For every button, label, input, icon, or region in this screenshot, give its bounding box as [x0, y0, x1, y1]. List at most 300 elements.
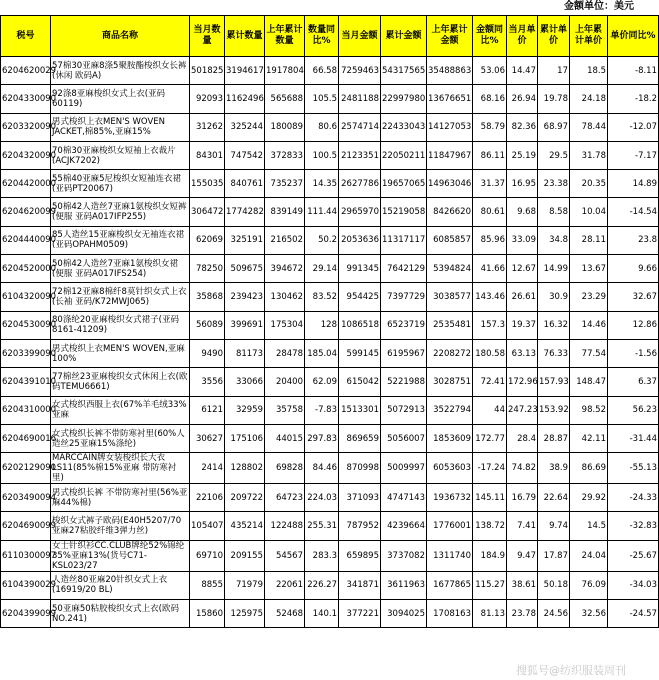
- table-row: [1, 255, 659, 283]
- cell-qty-yoy: 14.35: [305, 170, 339, 198]
- cell-qty-yoy: 111.44: [305, 198, 339, 226]
- cell-cumulative-price: 76.33: [538, 339, 570, 367]
- cell-cumulative-qty: 509675: [225, 255, 265, 283]
- cell-cumulative-price: 14.99: [538, 255, 570, 283]
- col-header-qty-yoy: 数量同比%: [305, 16, 339, 57]
- table-row: [1, 512, 659, 540]
- cell-product-name: 男式梭织长裤 不带防寒衬里(56%亚麻44%棉): [51, 484, 190, 512]
- cell-tax-code: 6104390029: [1, 571, 51, 599]
- cell-price-yoy: -8.11: [608, 57, 659, 85]
- cell-prev-year-amount: 3038577: [427, 283, 473, 311]
- table-row: [1, 311, 659, 339]
- cell-month-price: 82.36: [507, 113, 538, 141]
- col-header-cumulative-amount: 累计金额: [381, 16, 427, 57]
- cell-tax-code: 6203320090: [1, 113, 51, 141]
- cell-cumulative-qty: 435214: [225, 512, 265, 540]
- cell-prev-year-qty: 735237: [265, 170, 305, 198]
- table-row: [1, 540, 659, 571]
- col-header-month-amount: 当月金额: [339, 16, 381, 57]
- cell-product-name: 男式梭织上衣MEN'S WOVEN,亚麻100%: [51, 339, 190, 367]
- cell-month-qty: 22106: [190, 484, 225, 512]
- col-header-amount-yoy: 金额同比%: [473, 16, 507, 57]
- cell-qty-yoy: 297.83: [305, 424, 339, 452]
- cell-prev-year-price: 24.18: [570, 85, 608, 113]
- cell-amount-yoy: 85.96: [473, 226, 507, 254]
- table-row: [1, 198, 659, 226]
- cell-month-price: 28.4: [507, 424, 538, 452]
- cell-cumulative-price: 16.32: [538, 311, 570, 339]
- cell-month-price: 38.61: [507, 571, 538, 599]
- cell-month-amount: 7259463: [339, 57, 381, 85]
- cell-price-yoy: -32.83: [608, 512, 659, 540]
- cell-cumulative-amount: 5221988: [381, 368, 427, 396]
- cell-cumulative-amount: 5072913: [381, 396, 427, 424]
- cell-month-qty: 3556: [190, 368, 225, 396]
- cell-prev-year-price: 78.44: [570, 113, 608, 141]
- cell-prev-year-qty: 22061: [265, 571, 305, 599]
- cell-month-qty: 56089: [190, 311, 225, 339]
- col-header-price-yoy: 单价同比%: [608, 16, 659, 57]
- cell-qty-yoy: 283.3: [305, 540, 339, 571]
- cell-price-yoy: 56.23: [608, 396, 659, 424]
- cell-cumulative-price: 34.8: [538, 226, 570, 254]
- table-row: [1, 226, 659, 254]
- cell-prev-year-qty: 28478: [265, 339, 305, 367]
- cell-cumulative-qty: 209722: [225, 484, 265, 512]
- cell-prev-year-price: 98.52: [570, 396, 608, 424]
- table-row: [1, 85, 659, 113]
- cell-qty-yoy: 80.6: [305, 113, 339, 141]
- cell-month-price: 9.68: [507, 198, 538, 226]
- cell-qty-yoy: -7.83: [305, 396, 339, 424]
- trade-table: [0, 15, 659, 628]
- watermark: 搜狐号@纺织服装周刊: [516, 664, 626, 677]
- cell-tax-code: 6202129090: [1, 453, 51, 484]
- cell-amount-yoy: 115.27: [473, 571, 507, 599]
- table-row: [1, 571, 659, 599]
- cell-product-name: 50棉42人造丝7亚麻1氨梭织女裙(便服 亚码A017IFS254): [51, 255, 190, 283]
- cell-cumulative-qty: 3194617: [225, 57, 265, 85]
- cell-amount-yoy: 81.13: [473, 600, 507, 628]
- cell-price-yoy: -7.17: [608, 141, 659, 169]
- cell-month-qty: 105407: [190, 512, 225, 540]
- table-row: [1, 113, 659, 141]
- table-row: [1, 283, 659, 311]
- cell-amount-yoy: 58.79: [473, 113, 507, 141]
- cell-prev-year-amount: 5394824: [427, 255, 473, 283]
- cell-product-name: 男式梭织上衣MEN'S WOVEN JACKET,棉85%,亚麻15%: [51, 113, 190, 141]
- cell-cumulative-qty: 32959: [225, 396, 265, 424]
- cell-qty-yoy: 83.52: [305, 283, 339, 311]
- cell-prev-year-price: 42.11: [570, 424, 608, 452]
- cell-price-yoy: 12.86: [608, 311, 659, 339]
- cell-month-qty: 155035: [190, 170, 225, 198]
- cell-qty-yoy: 255.31: [305, 512, 339, 540]
- cell-cumulative-price: 22.64: [538, 484, 570, 512]
- cell-month-qty: 501825: [190, 57, 225, 85]
- cell-prev-year-amount: 1936732: [427, 484, 473, 512]
- cell-tax-code: 6204520000: [1, 255, 51, 283]
- cell-prev-year-amount: 1776001: [427, 512, 473, 540]
- cell-cumulative-amount: 6195967: [381, 339, 427, 367]
- table-row: [1, 484, 659, 512]
- table-row: [1, 339, 659, 367]
- cell-cumulative-price: 153.92: [538, 396, 570, 424]
- cell-prev-year-qty: 372833: [265, 141, 305, 169]
- cell-month-price: 33.09: [507, 226, 538, 254]
- table-row: [1, 57, 659, 85]
- cell-cumulative-amount: 4239664: [381, 512, 427, 540]
- cell-qty-yoy: 62.09: [305, 368, 339, 396]
- cell-prev-year-qty: 839149: [265, 198, 305, 226]
- cell-cumulative-amount: 15219058: [381, 198, 427, 226]
- cell-qty-yoy: 100.5: [305, 141, 339, 169]
- cell-month-price: 7.41: [507, 512, 538, 540]
- cell-month-amount: 615042: [339, 368, 381, 396]
- cell-cumulative-amount: 5056007: [381, 424, 427, 452]
- cell-month-qty: 30627: [190, 424, 225, 452]
- cell-prev-year-price: 31.78: [570, 141, 608, 169]
- cell-amount-yoy: 80.61: [473, 198, 507, 226]
- cell-month-price: 74.82: [507, 453, 538, 484]
- cell-prev-year-qty: 565688: [265, 85, 305, 113]
- cell-cumulative-price: 38.9: [538, 453, 570, 484]
- cell-month-price: 9.47: [507, 540, 538, 571]
- cell-prev-year-price: 77.54: [570, 339, 608, 367]
- cell-price-yoy: -34.03: [608, 571, 659, 599]
- cell-prev-year-qty: 175304: [265, 311, 305, 339]
- cell-prev-year-qty: 394672: [265, 255, 305, 283]
- cell-prev-year-price: 86.69: [570, 453, 608, 484]
- cell-cumulative-price: 29.5: [538, 141, 570, 169]
- cell-qty-yoy: 140.1: [305, 600, 339, 628]
- cell-cumulative-amount: 22050211: [381, 141, 427, 169]
- cell-month-qty: 62069: [190, 226, 225, 254]
- col-header-tax-code: 税号: [1, 16, 51, 57]
- cell-cumulative-qty: 325244: [225, 113, 265, 141]
- cell-product-name: 70棉30亚麻梭织女短袖上衣裁片(ACJK7202): [51, 141, 190, 169]
- cell-prev-year-amount: 3028751: [427, 368, 473, 396]
- cell-prev-year-amount: 8426620: [427, 198, 473, 226]
- cell-month-qty: 84301: [190, 141, 225, 169]
- cell-month-amount: 1086518: [339, 311, 381, 339]
- cell-month-amount: 991345: [339, 255, 381, 283]
- cell-month-price: 26.94: [507, 85, 538, 113]
- cell-month-amount: 2965970: [339, 198, 381, 226]
- cell-prev-year-qty: 35758: [265, 396, 305, 424]
- cell-cumulative-price: 30.9: [538, 283, 570, 311]
- cell-cumulative-amount: 19657065: [381, 170, 427, 198]
- cell-prev-year-amount: 1677865: [427, 571, 473, 599]
- cell-cumulative-qty: 1162496: [225, 85, 265, 113]
- cell-prev-year-qty: 1917804: [265, 57, 305, 85]
- cell-prev-year-amount: 1708163: [427, 600, 473, 628]
- cell-prev-year-qty: 54567: [265, 540, 305, 571]
- cell-cumulative-qty: 840761: [225, 170, 265, 198]
- cell-cumulative-amount: 5009997: [381, 453, 427, 484]
- cell-product-name: 85人造丝15亚麻梭织女无袖连衣裙(亚码OPAHM0509): [51, 226, 190, 254]
- col-header-month-qty: 当月数量: [190, 16, 225, 57]
- cell-month-price: 16.95: [507, 170, 538, 198]
- cell-price-yoy: -31.44: [608, 424, 659, 452]
- table-row: [1, 368, 659, 396]
- col-header-cumulative-price: 累计单价: [538, 16, 570, 57]
- cell-prev-year-price: 24.04: [570, 540, 608, 571]
- cell-cumulative-qty: 399691: [225, 311, 265, 339]
- col-header-prev-year-amount: 上年累计金额: [427, 16, 473, 57]
- cell-cumulative-amount: 3611963: [381, 571, 427, 599]
- cell-prev-year-qty: 122488: [265, 512, 305, 540]
- cell-price-yoy: 9.66: [608, 255, 659, 283]
- cell-amount-yoy: 180.58: [473, 339, 507, 367]
- cell-amount-yoy: 86.11: [473, 141, 507, 169]
- cell-product-name: 92涤8亚麻梭织女式上衣(亚码 60119): [51, 85, 190, 113]
- cell-qty-yoy: 185.04: [305, 339, 339, 367]
- header-row: [1, 16, 659, 57]
- cell-prev-year-price: 32.56: [570, 600, 608, 628]
- cell-cumulative-price: 8.58: [538, 198, 570, 226]
- cell-amount-yoy: 145.11: [473, 484, 507, 512]
- cell-month-price: 63.13: [507, 339, 538, 367]
- cell-prev-year-amount: 3522794: [427, 396, 473, 424]
- cell-tax-code: 6204330090: [1, 85, 51, 113]
- cell-month-qty: 15860: [190, 600, 225, 628]
- cell-cumulative-qty: 33066: [225, 368, 265, 396]
- cell-prev-year-amount: 1311740: [427, 540, 473, 571]
- cell-cumulative-amount: 54317565: [381, 57, 427, 85]
- cell-month-qty: 8855: [190, 571, 225, 599]
- cell-qty-yoy: 66.58: [305, 57, 339, 85]
- cell-prev-year-amount: 2208272: [427, 339, 473, 367]
- cell-product-name: 50亚麻50粘胶梭织女式上衣(欧码NO.241): [51, 600, 190, 628]
- cell-prev-year-amount: 2535481: [427, 311, 473, 339]
- cell-price-yoy: -18.2: [608, 85, 659, 113]
- cell-month-qty: 35868: [190, 283, 225, 311]
- cell-amount-yoy: 31.37: [473, 170, 507, 198]
- cell-month-amount: 2574714: [339, 113, 381, 141]
- col-header-prev-year-qty: 上年累计数量: [265, 16, 305, 57]
- cell-price-yoy: 6.37: [608, 368, 659, 396]
- cell-prev-year-qty: 44015: [265, 424, 305, 452]
- cell-month-amount: 2627786: [339, 170, 381, 198]
- cell-product-name: 女士针织衫CC.CLUB牌纶52%锦纶35%亚麻13%(货号C71-KSL023/27: [51, 540, 190, 571]
- cell-amount-yoy: 72.41: [473, 368, 507, 396]
- cell-month-price: 19.37: [507, 311, 538, 339]
- cell-cumulative-price: 24.56: [538, 600, 570, 628]
- cell-month-amount: 954425: [339, 283, 381, 311]
- cell-cumulative-qty: 81173: [225, 339, 265, 367]
- cell-product-name: 57棉30亚麻8涤5聚胺酯梭织女长裤(休闲 欧码A): [51, 57, 190, 85]
- cell-amount-yoy: 184.9: [473, 540, 507, 571]
- cell-price-yoy: -55.13: [608, 453, 659, 484]
- cell-product-name: 80涤纶20亚麻梭织女式裙子(亚码 8161-41209): [51, 311, 190, 339]
- cell-prev-year-qty: 69828: [265, 453, 305, 484]
- cell-month-price: 23.78: [507, 600, 538, 628]
- cell-cumulative-price: 157.93: [538, 368, 570, 396]
- cell-cumulative-price: 50.18: [538, 571, 570, 599]
- cell-product-name: 女式梭织长裤不带防寒衬里(60%人造丝25亚麻15%涤纶): [51, 424, 190, 452]
- cell-prev-year-amount: 35488863: [427, 57, 473, 85]
- cell-month-price: 16.79: [507, 484, 538, 512]
- cell-month-price: 172.96: [507, 368, 538, 396]
- cell-prev-year-amount: 11847967: [427, 141, 473, 169]
- cell-prev-year-amount: 13676651: [427, 85, 473, 113]
- cell-product-name: 女式梭织西服上衣(67%羊毛绒33%亚麻: [51, 396, 190, 424]
- cell-cumulative-qty: 71979: [225, 571, 265, 599]
- cell-tax-code: 6204620029: [1, 57, 51, 85]
- cell-month-price: 14.47: [507, 57, 538, 85]
- cell-month-amount: 869659: [339, 424, 381, 452]
- cell-amount-yoy: 143.46: [473, 283, 507, 311]
- cell-prev-year-price: 18.5: [570, 57, 608, 85]
- cell-price-yoy: -1.56: [608, 339, 659, 367]
- cell-cumulative-amount: 6523719: [381, 311, 427, 339]
- cell-qty-yoy: 128: [305, 311, 339, 339]
- unit-note: 金额单位：美元: [564, 1, 634, 12]
- cell-amount-yoy: 53.06: [473, 57, 507, 85]
- cell-cumulative-qty: 175106: [225, 424, 265, 452]
- cell-cumulative-qty: 125975: [225, 600, 265, 628]
- table-row: [1, 424, 659, 452]
- cell-cumulative-qty: 747542: [225, 141, 265, 169]
- cell-prev-year-qty: 130462: [265, 283, 305, 311]
- cell-amount-yoy: 172.77: [473, 424, 507, 452]
- cell-cumulative-amount: 22997980: [381, 85, 427, 113]
- cell-prev-year-price: 14.46: [570, 311, 608, 339]
- cell-amount-yoy: -17.24: [473, 453, 507, 484]
- cell-prev-year-price: 148.47: [570, 368, 608, 396]
- cell-prev-year-amount: 14963046: [427, 170, 473, 198]
- cell-product-name: MARCCAIN牌女装梭织长大衣LS11(85%棉15%亚麻 带防寒衬里): [51, 453, 190, 484]
- cell-month-qty: 6121: [190, 396, 225, 424]
- cell-prev-year-amount: 1853609: [427, 424, 473, 452]
- cell-cumulative-price: 68.97: [538, 113, 570, 141]
- cell-prev-year-price: 28.11: [570, 226, 608, 254]
- cell-month-price: 247.23: [507, 396, 538, 424]
- cell-cumulative-price: 23.38: [538, 170, 570, 198]
- cell-month-amount: 341871: [339, 571, 381, 599]
- cell-prev-year-qty: 64723: [265, 484, 305, 512]
- cell-prev-year-qty: 216502: [265, 226, 305, 254]
- cell-cumulative-amount: 3094025: [381, 600, 427, 628]
- cell-tax-code: 6204690099: [1, 512, 51, 540]
- col-header-prev-year-price: 上年累计单价: [570, 16, 608, 57]
- cell-cumulative-qty: 128802: [225, 453, 265, 484]
- cell-prev-year-price: 10.04: [570, 198, 608, 226]
- cell-amount-yoy: 44: [473, 396, 507, 424]
- cell-product-name: 55棉40亚麻5尼梭织女短袖连衣裙(亚码PT20067): [51, 170, 190, 198]
- cell-month-price: 26.61: [507, 283, 538, 311]
- cell-cumulative-amount: 7397729: [381, 283, 427, 311]
- cell-prev-year-price: 76.09: [570, 571, 608, 599]
- cell-cumulative-qty: 239423: [225, 283, 265, 311]
- cell-cumulative-price: 9.74: [538, 512, 570, 540]
- cell-cumulative-price: 19.78: [538, 85, 570, 113]
- table-row: [1, 396, 659, 424]
- cell-month-qty: 31262: [190, 113, 225, 141]
- cell-price-yoy: -14.54: [608, 198, 659, 226]
- cell-amount-yoy: 41.66: [473, 255, 507, 283]
- cell-prev-year-price: 23.29: [570, 283, 608, 311]
- cell-month-amount: 2053636: [339, 226, 381, 254]
- cell-tax-code: 6204399099: [1, 600, 51, 628]
- cell-amount-yoy: 157.3: [473, 311, 507, 339]
- cell-qty-yoy: 105.5: [305, 85, 339, 113]
- table-row: [1, 453, 659, 484]
- cell-month-qty: 92093: [190, 85, 225, 113]
- cell-cumulative-price: 28.87: [538, 424, 570, 452]
- cell-month-price: 25.19: [507, 141, 538, 169]
- cell-month-amount: 599145: [339, 339, 381, 367]
- cell-month-price: 12.67: [507, 255, 538, 283]
- cell-month-qty: 2414: [190, 453, 225, 484]
- cell-price-yoy: -25.67: [608, 540, 659, 571]
- table-row: [1, 141, 659, 169]
- cell-month-amount: 787952: [339, 512, 381, 540]
- cell-tax-code: 6204530090: [1, 311, 51, 339]
- cell-tax-code: 6204310000: [1, 396, 51, 424]
- cell-price-yoy: 14.89: [608, 170, 659, 198]
- cell-price-yoy: -12.07: [608, 113, 659, 141]
- cell-qty-yoy: 29.14: [305, 255, 339, 283]
- cell-tax-code: 6204620099: [1, 198, 51, 226]
- cell-tax-code: 6204690016: [1, 424, 51, 452]
- cell-cumulative-amount: 22433043: [381, 113, 427, 141]
- cell-prev-year-qty: 180089: [265, 113, 305, 141]
- cell-prev-year-price: 20.35: [570, 170, 608, 198]
- cell-prev-year-price: 29.92: [570, 484, 608, 512]
- cell-month-amount: 1513301: [339, 396, 381, 424]
- cell-month-amount: 870998: [339, 453, 381, 484]
- cell-tax-code: 6104320090: [1, 283, 51, 311]
- cell-price-yoy: -24.33: [608, 484, 659, 512]
- cell-month-amount: 2123351: [339, 141, 381, 169]
- cell-cumulative-qty: 209155: [225, 540, 265, 571]
- table-row: [1, 600, 659, 628]
- cell-tax-code: 6204420000: [1, 170, 51, 198]
- cell-qty-yoy: 226.27: [305, 571, 339, 599]
- cell-cumulative-qty: 325191: [225, 226, 265, 254]
- cell-prev-year-price: 14.5: [570, 512, 608, 540]
- cell-qty-yoy: 84.46: [305, 453, 339, 484]
- cell-price-yoy: 23.8: [608, 226, 659, 254]
- cell-product-name: 50棉42人造丝7亚麻1氨梭织女短裤(便服 亚码A017IFP255): [51, 198, 190, 226]
- cell-month-amount: 377221: [339, 600, 381, 628]
- table-body: [1, 57, 659, 628]
- cell-price-yoy: -24.57: [608, 600, 659, 628]
- cell-tax-code: 6204440090: [1, 226, 51, 254]
- cell-cumulative-price: 17.87: [538, 540, 570, 571]
- cell-cumulative-amount: 3737082: [381, 540, 427, 571]
- cell-price-yoy: 32.67: [608, 283, 659, 311]
- cell-amount-yoy: 138.72: [473, 512, 507, 540]
- col-header-month-price: 当月单价: [507, 16, 538, 57]
- cell-month-qty: 69710: [190, 540, 225, 571]
- cell-month-amount: 659895: [339, 540, 381, 571]
- cell-prev-year-qty: 52468: [265, 600, 305, 628]
- cell-qty-yoy: 50.2: [305, 226, 339, 254]
- cell-cumulative-amount: 11317117: [381, 226, 427, 254]
- cell-tax-code: 6204320090: [1, 141, 51, 169]
- cell-cumulative-price: 17: [538, 57, 570, 85]
- cell-prev-year-amount: 6053603: [427, 453, 473, 484]
- cell-tax-code: 6110300097: [1, 540, 51, 571]
- cell-tax-code: 6203399090: [1, 339, 51, 367]
- cell-product-name: 梭织女式裤子欧码(E40H5207/70亚麻27粘胶纤维3弹力丝): [51, 512, 190, 540]
- cell-prev-year-amount: 6085857: [427, 226, 473, 254]
- cell-prev-year-qty: 20400: [265, 368, 305, 396]
- cell-amount-yoy: 68.16: [473, 85, 507, 113]
